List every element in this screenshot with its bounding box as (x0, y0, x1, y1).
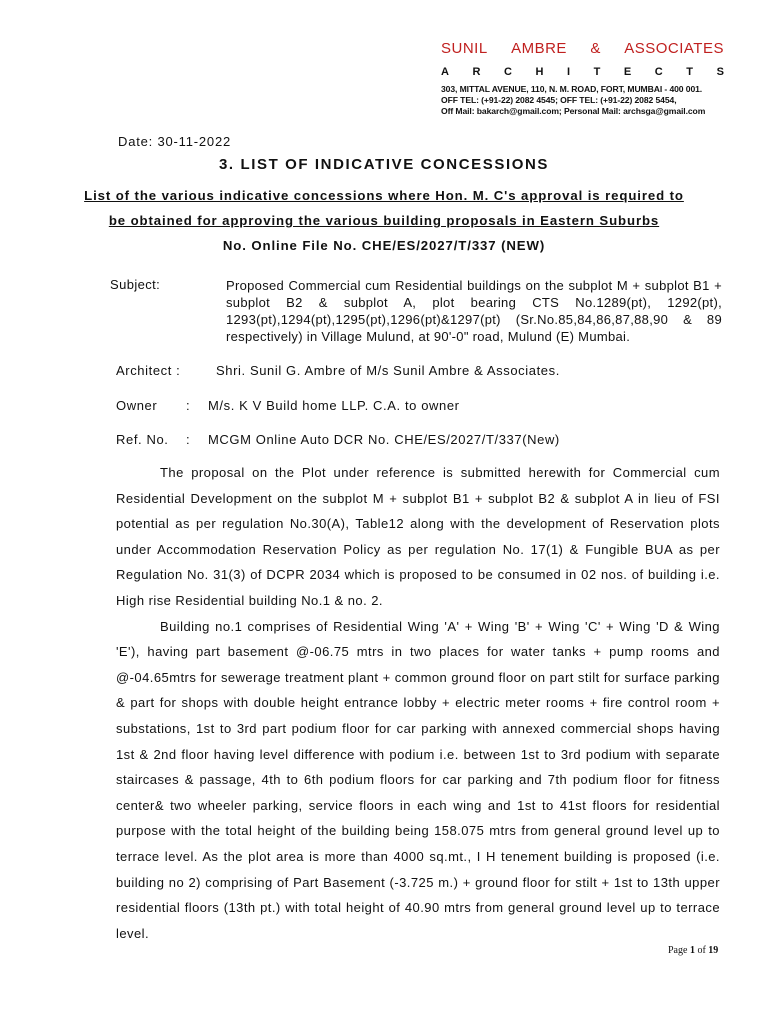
firm-subtitle (441, 66, 724, 78)
address-line: 303, MITTAL AVENUE, 110, N. M. ROAD, FORT, MUMBAI - 400 001. (441, 84, 703, 94)
document-title: 3. LIST OF INDICATIVE CONCESSIONS (218, 156, 550, 173)
owner-label: Owner (116, 398, 158, 413)
firm-word: & (590, 40, 601, 57)
body-text (116, 460, 720, 946)
subject-label: Subject: (110, 277, 161, 292)
subtitle-letter: T (593, 66, 601, 78)
subject-text: Proposed Commercial cum Residential buildings on the subplot M + subplot B1 + subplot B2 & subplot A, plot bearing CTS No.1289(pt), 1292(pt), 1293(pt),1294(pt),1295(pt),1296(pt)&1297(pt) (Sr.No.85,84,86,87,88,90 & 89 respectively) in Village Mulund, at 90'-0" road, Mulund (E) Mumbai. (226, 278, 722, 344)
firm-word: SUNIL (441, 40, 488, 57)
ref-label: Ref. No. (116, 432, 169, 447)
document-date: Date: 30-11-2022 (118, 134, 232, 149)
firm-word: AMBRE (511, 40, 567, 57)
current-page: 1 (689, 945, 695, 956)
email-line: Off Mail: bakarch@gmail.com; Personal Mail: archsga@gmail.com (441, 106, 706, 116)
subtitle-letter: I (567, 66, 571, 78)
paragraph: Building no.1 comprises of Residential Wing 'A' + Wing 'B' + Wing 'C' + Wing 'D & Wing 'E'), having part basement @-06.75 mtrs in two places for water tanks + pump rooms and @-04.65mtrs for sewerage treatment plant + common ground floor on part stilt for surface parking & part for shops with double height entrance lobby + electric meter rooms + fire control room + substations, 1st to 3rd part podium floor for car parking with annexed commercial shops having 1st & 2nd floor having level difference with podium i.e. between 1st to 3rd podium with separate staircases & passage, 4th to 6th podium floors for car parking and 7th podium floor for fitness center& two wheeler parking, service floors in each wing and 1st to 41st floors for residential purpose with the total height of the building being 158.075 mtrs from general ground level up to terrace level. As the plot area is more than 4000 sq.mt., I H tenement building is proposed (i.e. building no 2) comprising of Part Basement (-3.725 m.) + ground floor for stilt + 1st to 13th upper residential floors (13th pt.) with total height of 40.90 mtrs from general ground level up to terrace level. (116, 618, 720, 941)
total-pages: 19 (708, 945, 719, 956)
subtitle-letter: E (623, 66, 632, 78)
firm-word: ASSOCIATES (624, 40, 724, 57)
page-word: Page (668, 945, 688, 956)
owner-separator: : (186, 398, 191, 413)
ref-value: MCGM Online Auto DCR No. CHE/ES/2027/T/337(New) (208, 432, 560, 447)
subtitle-letter: T (686, 66, 694, 78)
owner-value: M/s. K V Build home LLP. C.A. to owner (208, 398, 460, 413)
firm-name (441, 40, 724, 57)
underlined-heading-line: List of the various indicative concessions where Hon. M. C's approval is required to (84, 188, 684, 203)
subtitle-letter: S (716, 66, 724, 78)
paragraph: The proposal on the Plot under reference is submitted herewith for Commercial cum Residential Development on the subplot M + subplot B1 + subplot B2 & subplot A in lieu of FSI potential as per regulation No.30(A), Table12 along with the development of Reservation plots under Accommodation Reservation Policy as per regulation No. 17(1) & Fungible BUA as per Regulation No. 31(3) of DCPR 2034 which is proposed to be consumed in 02 nos. of building i.e. High rise Residential building No.1 & no. 2. (116, 465, 720, 608)
ref-separator: : (186, 432, 191, 447)
file-number: No. Online File No. CHE/ES/2027/T/337 (NEW) (222, 238, 546, 253)
architect-value: Shri. Sunil G. Ambre of M/s Sunil Ambre & Associates. (216, 363, 560, 378)
page-number (668, 945, 718, 956)
phone-line: OFF TEL: (+91-22) 2082 4545; OFF TEL: (+91-22) 2082 5454, (441, 95, 677, 105)
underlined-heading-line: be obtained for approving the various building proposals in Eastern Suburbs (108, 213, 660, 228)
subtitle-letter: C (654, 66, 663, 78)
subtitle-letter: C (504, 66, 512, 78)
subtitle-letter: A (441, 66, 449, 78)
subtitle-letter: R (472, 66, 481, 78)
of-word: of (697, 945, 706, 956)
architect-label: Architect : (116, 363, 181, 378)
subtitle-letter: H (535, 66, 544, 78)
